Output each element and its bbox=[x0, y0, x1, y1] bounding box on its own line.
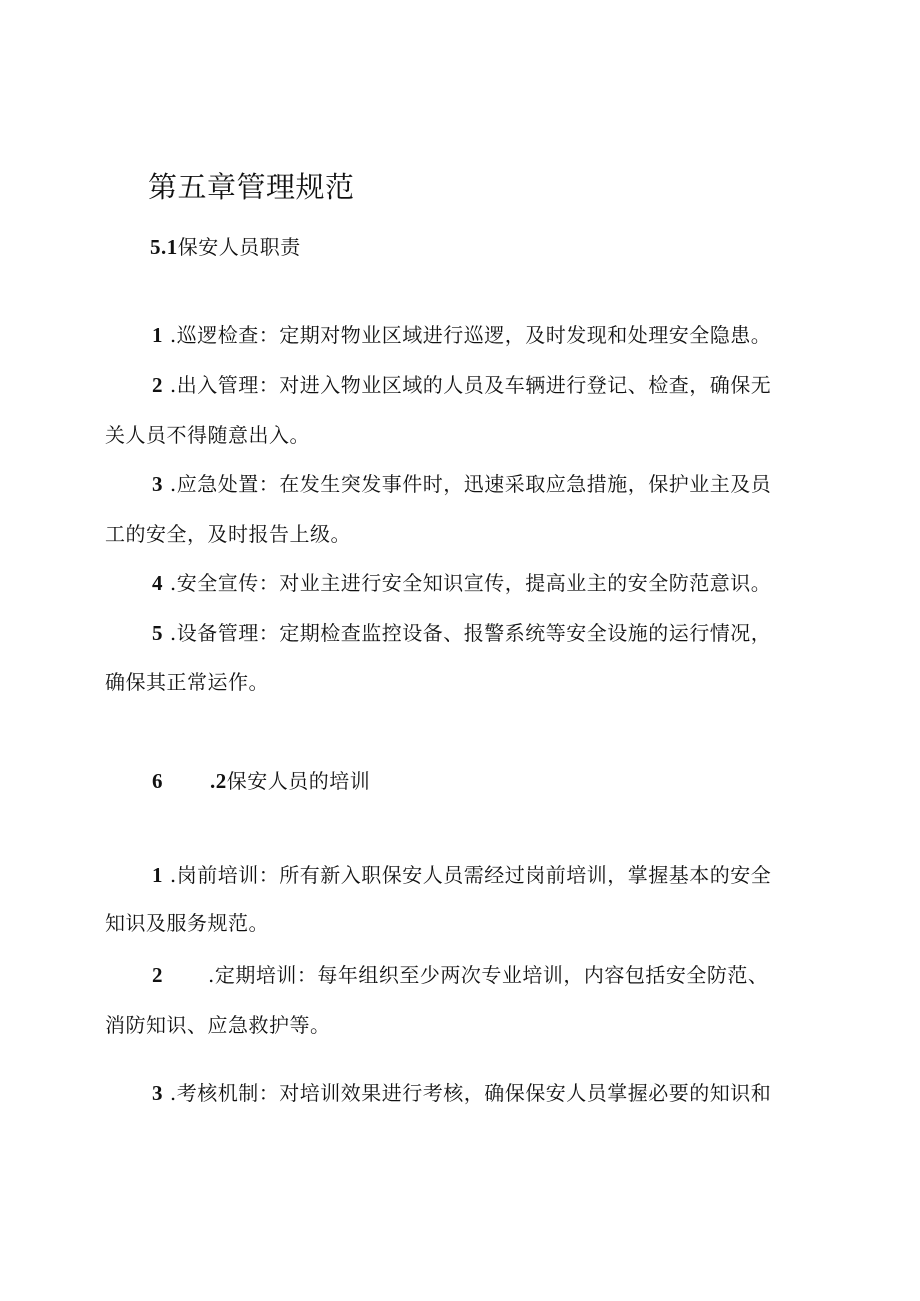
section-title: 保安人员职责 bbox=[177, 235, 301, 259]
item-number: 4 bbox=[152, 571, 163, 595]
list-item-training-2-continued: 消防知识、应急救护等。 bbox=[105, 1013, 331, 1037]
item-number: 5 bbox=[152, 621, 163, 645]
section-number: 5.1 bbox=[150, 235, 178, 259]
item-text: .设备管理：定期检查监控设备、报警系统等安全设施的运行情况， bbox=[169, 621, 772, 645]
section-heading-6-2 bbox=[152, 768, 163, 794]
item-text: .岗前培训：所有新入职保安人员需经过岗前培训，掌握基本的安全 bbox=[169, 863, 772, 887]
section-number-a: 6 bbox=[152, 769, 163, 793]
list-item-duty-4 bbox=[152, 570, 771, 596]
item-text: .安全宣传：对业主进行安全知识宣传，提高业主的安全防范意识。 bbox=[169, 571, 772, 595]
section-title: 保安人员的培训 bbox=[226, 769, 371, 793]
item-text: .出入管理：对进入物业区域的人员及车辆进行登记、检查，确保无 bbox=[169, 373, 772, 397]
list-item-training-1 bbox=[152, 862, 771, 888]
list-item-duty-3-continued: 工的安全，及时报告上级。 bbox=[105, 522, 351, 546]
item-number: 1 bbox=[152, 323, 163, 347]
list-item-duty-2-continued: 关人员不得随意出入。 bbox=[105, 423, 310, 447]
item-text: .巡逻检查：定期对物业区域进行巡逻，及时发现和处理安全隐患。 bbox=[169, 323, 772, 347]
list-item-duty-5-continued: 确保其正常运作。 bbox=[105, 670, 269, 694]
item-number: 1 bbox=[152, 863, 163, 887]
item-number: 2 bbox=[152, 963, 163, 987]
item-number: 3 bbox=[152, 1081, 163, 1105]
item-number: 3 bbox=[152, 472, 163, 496]
list-item-duty-5 bbox=[152, 620, 771, 646]
section-heading-6-2-title bbox=[210, 768, 370, 794]
item-text: .应急处置：在发生突发事件时，迅速采取应急措施，保护业主及员 bbox=[169, 472, 772, 496]
section-number-b: .2 bbox=[210, 769, 227, 793]
section-heading-5-1 bbox=[150, 234, 301, 260]
list-item-training-3 bbox=[152, 1080, 771, 1106]
list-item-duty-1 bbox=[152, 322, 771, 348]
list-item-training-2 bbox=[152, 962, 163, 988]
list-item-duty-2 bbox=[152, 372, 771, 398]
list-item-duty-3 bbox=[152, 471, 771, 497]
list-item-training-1-continued: 知识及服务规范。 bbox=[105, 911, 269, 935]
item-number: 2 bbox=[152, 373, 163, 397]
chapter-title: 第五章管理规范 bbox=[148, 170, 355, 204]
list-item-training-2-text: .定期培训：每年组织至少两次专业培训，内容包括安全防范、 bbox=[208, 963, 769, 987]
item-text: .考核机制：对培训效果进行考核，确保保安人员掌握必要的知识和 bbox=[169, 1081, 772, 1105]
